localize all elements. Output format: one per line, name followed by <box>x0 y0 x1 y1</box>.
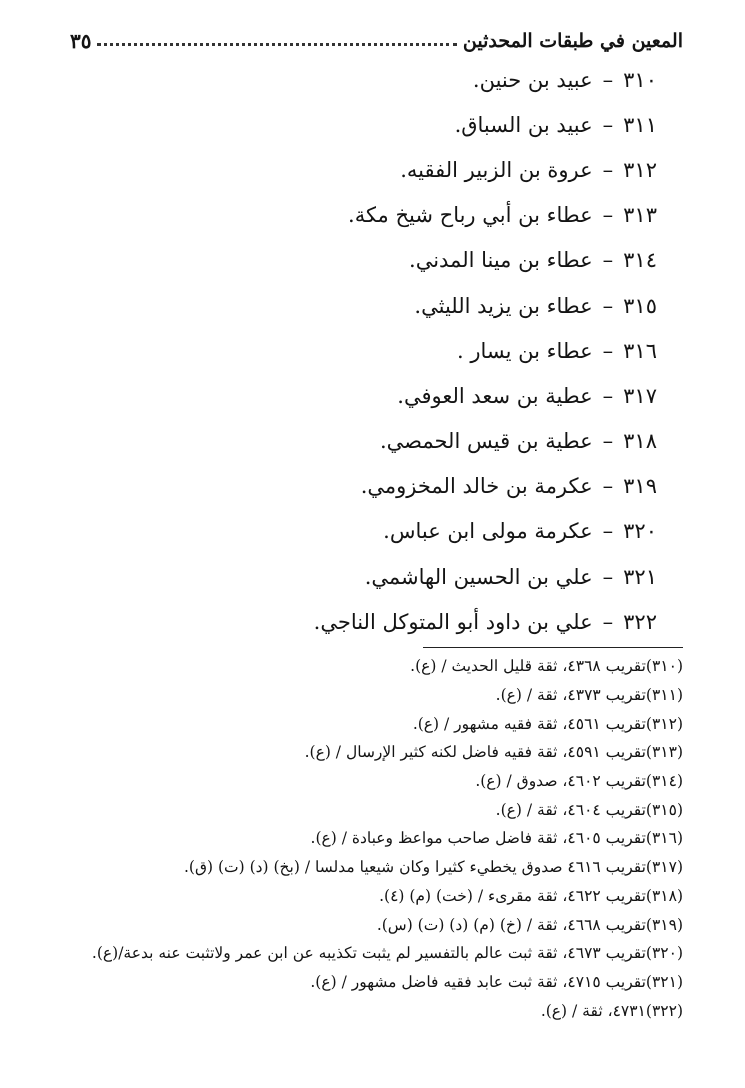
entry-number: ٣١٥ <box>623 293 657 318</box>
entry-name: عطية بن سعد العوفي. <box>397 383 593 408</box>
entry-number: ٣١١ <box>623 112 657 137</box>
footnote: (٣١٧)تقريب ٤٦١٦ صدوق يخطيء كثيرا وكان شيعيا مدلسا / (بخ) (د) (ت) (ق). <box>183 858 683 877</box>
list-item <box>40 283 657 328</box>
footnote: (٣١٠)تقريب ٤٣٦٨، ثقة قليل الحديث / (ع). <box>410 657 683 676</box>
footnote: (٣١٦)تقريب ٤٦٠٥، ثقة فاضل صاحب مواعظ وعبادة / (ع). <box>310 829 683 848</box>
entry-name: علي بن داود أبو المتوكل الناجي. <box>313 609 593 634</box>
footnote: (٣١٢)تقريب ٤٥٦١، ثقة فقيه مشهور / (ع). <box>412 714 683 733</box>
entry-number: ٣١٨ <box>623 429 657 454</box>
footnotes <box>20 652 683 1025</box>
header-dot-leader <box>97 43 456 46</box>
entry-name: علي بن الحسين الهاشمي. <box>364 564 593 589</box>
book-title: المعين في طبقات المحدثين <box>462 30 683 52</box>
entry-name: عطاء بن مينا المدني. <box>409 248 593 273</box>
entry-number: ٣١٧ <box>623 383 657 408</box>
entry-number: ٣١٣ <box>623 203 657 228</box>
footnote: (٣٢٠)تقريب ٤٦٧٣، ثقة ثبت عالم بالتفسير لم يثبت تكذيبه عن ابن عمر ولاتثبت عنه بدعة/(ع). <box>91 944 683 963</box>
narrator-list <box>40 57 657 644</box>
entry-number: ٣١٩ <box>623 474 657 499</box>
entry-name: عبيد بن السباق. <box>454 112 593 137</box>
footnote: (٣١١)تقريب ٤٣٧٣، ثقة / (ع). <box>495 686 683 705</box>
list-item <box>40 57 657 102</box>
list-item <box>40 599 657 644</box>
entry-dash: – <box>602 429 614 454</box>
entry-number: ٣٢٢ <box>623 609 657 634</box>
list-item <box>40 373 657 418</box>
running-header <box>70 26 683 56</box>
entry-name: عطاء بن أبي رباح شيخ مكة. <box>348 203 593 228</box>
entry-dash: – <box>602 564 614 589</box>
entry-number: ٣١٢ <box>623 157 657 182</box>
page-number: ٣٥ <box>70 29 92 53</box>
entry-dash: – <box>602 338 614 363</box>
footnote-separator <box>423 647 683 648</box>
list-item <box>40 102 657 147</box>
entry-dash: – <box>602 67 614 92</box>
list-item <box>40 147 657 192</box>
entry-dash: – <box>602 609 614 634</box>
footnote: (٣٢٢)٤٧٣١، ثقة / (ع). <box>540 1001 683 1020</box>
list-item <box>40 238 657 283</box>
entry-number: ٣٢٠ <box>623 519 657 544</box>
entry-name: عبيد بن حنين. <box>472 67 593 92</box>
entry-name: عطية بن قيس الحمصي. <box>379 429 593 454</box>
entry-number: ٣٢١ <box>623 564 657 589</box>
footnote: (٣١٣)تقريب ٤٥٩١، ثقة فقيه فاضل لكنه كثير الإرسال / (ع). <box>304 743 683 762</box>
list-item <box>40 193 657 238</box>
entry-dash: – <box>602 203 614 228</box>
entry-name: عطاء بن يزيد الليثي. <box>414 293 593 318</box>
entry-dash: – <box>602 112 614 137</box>
entry-name: عكرمة بن خالد المخزومي. <box>360 474 593 499</box>
entry-dash: – <box>602 519 614 544</box>
entry-dash: – <box>602 474 614 499</box>
entry-dash: – <box>602 248 614 273</box>
entry-name: عطاء بن يسار . <box>456 338 593 363</box>
entry-name: عروة بن الزبير الفقيه. <box>400 157 593 182</box>
footnote: (٣١٩)تقريب ٤٦٦٨، ثقة / (خ) (م) (د) (ت) (س). <box>376 915 683 934</box>
entry-number: ٣١٦ <box>623 338 657 363</box>
footnote: (٣١٥)تقريب ٤٦٠٤، ثقة / (ع). <box>495 800 683 819</box>
footnote: (٣١٤)تقريب ٤٦٠٢، صدوق / (ع). <box>475 772 683 791</box>
list-item <box>40 328 657 373</box>
list-item <box>40 509 657 554</box>
entry-number: ٣١٤ <box>623 248 657 273</box>
footnote: (٣١٨)تقريب ٤٦٢٢، ثقة مقرىء / (خت) (م) (٤). <box>379 886 683 905</box>
list-item <box>40 419 657 464</box>
list-item <box>40 554 657 599</box>
entry-name: عكرمة مولى ابن عباس. <box>383 519 593 544</box>
entry-dash: – <box>602 157 614 182</box>
entry-number: ٣١٠ <box>623 67 657 92</box>
list-item <box>40 464 657 509</box>
footnote: (٣٢١)تقريب ٤٧١٥، ثقة ثبت عابد فقيه فاضل مشهور / (ع). <box>310 972 683 991</box>
entry-dash: – <box>602 293 614 318</box>
entry-dash: – <box>602 383 614 408</box>
